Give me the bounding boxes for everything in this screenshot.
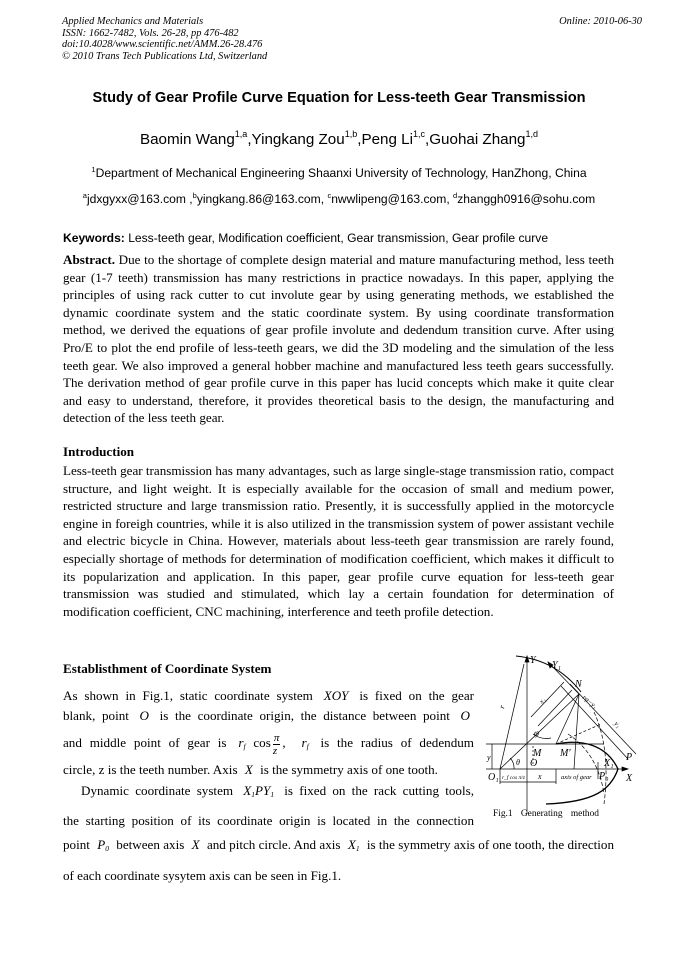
figure-caption: Fig.1 Generating method (493, 809, 599, 819)
math-x: X (347, 837, 356, 852)
text: Dynamic coordinate system (81, 783, 234, 798)
abstract-label: Abstract. (63, 252, 115, 267)
label-x-axis: X (626, 773, 633, 784)
text: and pitch circle. And axis (206, 837, 341, 852)
math-x1 (344, 837, 364, 852)
doi-line: doi:10.4028/www.scientific.net/AMM.26-28.476 (62, 39, 263, 50)
introduction-text: Less-teeth gear transmission has many advantages, such as large single-stage transmission ratio, compact structure, and light weight. It is especially available for the occasion of small and medium power, restricted structure and large transmission ratio. Presently, it is successfully applied in the motorcycle engine in foreigh countries, while it is also utilized in the transmission system of power assistant vechile and electric bicycle in China. However, materials about less-teeth gear transmission are rarely found, especially shortage of methods for determination of modification coefficient, which makes it difficult to its popularization and application. In this paper, gear profile curve equation for less-teeth gear transmission was studied and stimulated, which lay a certain foundation for determination of modification coefficient, CNC machining, interference and teeth profile detection. (63, 463, 614, 619)
text: and middle point of gear is (63, 735, 227, 750)
author-list: Baomin Wang$^{1,a}$,Yingkang Zou$^{1,b}$,Peng Li$^{1,c}$,Guohai Zhang$^{1,d}$ (139, 129, 539, 148)
math-sub: 0 (105, 844, 109, 853)
label-y1-dim: y₁ (612, 719, 623, 730)
math-p: P (97, 837, 106, 852)
text: is the symmetry axis of one tooth. (260, 762, 438, 777)
affiliation-sup: 1 (91, 165, 96, 174)
math-sub: f (306, 742, 309, 751)
email-sup: d (453, 191, 458, 200)
text: is the symmetry axis of one tooth, the direction of each coordinate sysytem axis can be seen in Fig.1. (63, 837, 615, 883)
label-y-dim: y (487, 753, 491, 762)
author-name: Baomin Wang (139, 131, 235, 148)
email-link[interactable]: nwwlipeng@163.com, (331, 192, 454, 206)
fraction-den: z (272, 744, 278, 757)
comma: , (282, 735, 286, 750)
math-x: X (244, 762, 253, 777)
coordinate-paragraph-3 (63, 831, 614, 889)
text: blank, point (63, 708, 129, 723)
fraction-num: π (273, 731, 280, 744)
label-r: r (497, 704, 507, 710)
text: is fixed on the gear (359, 688, 474, 703)
math-x1py1 (239, 783, 278, 798)
math-r: r (301, 735, 307, 750)
abstract (63, 251, 614, 427)
author-sup: 1,a (234, 129, 248, 139)
affiliation (0, 166, 678, 180)
copyright-line: © 2010 Trans Tech Publications Ltd, Switzerland (62, 50, 268, 62)
affiliation-text: Department of Mechanical Engineering Shaanxi University of Technology, HanZhong, China (95, 166, 587, 180)
text: is fixed on the rack cutting tools, (284, 783, 474, 798)
text: between axis (116, 837, 185, 852)
math-sub: 1 (251, 790, 256, 799)
math-cos: cos (253, 735, 271, 750)
math-py: PY (255, 783, 271, 798)
label-m-prime: M' (560, 748, 571, 759)
author-sup: 1,b (344, 129, 358, 139)
label-m: M (533, 748, 542, 759)
figure-generating-method (486, 654, 636, 814)
author-name: Peng Li (361, 131, 413, 148)
abstract-text: Due to the shortage of complete design material and mature manufacturing method, less teeth gear (1-7 teeth) transmission has many restrictions in practice nowadays. In this paper, applying the principles of using rack cutter to cut involute gear by using generating methods, we established the dynamic coordinate system and the static coordinate system. By using coordinate transformation method, we derived the equations of gear profile involute and dedendum transition curve. After using Pro/E to plot the end profile of less-teeth gears, we did the 3D modeling and the simulation of the less teeth gear. We also improved a general hobber machine and manufactured less teeth gears successfully. The derivation method of gear profile curve in this paper has lucid concepts which make it quite clear and easy to understand, therefore, it provides theoretical basis to the design, the manufacturing and detection of the less teeth gear. (63, 252, 614, 426)
coordinate-paragraph-1 (63, 686, 474, 780)
label-rphi: rφ−y₁ (580, 693, 599, 711)
math-rf (234, 731, 289, 757)
author-sup: 1,c (412, 129, 425, 139)
fraction-pi-over-z (273, 732, 281, 757)
math-xoy: XOY (323, 688, 349, 703)
keywords-text: Less-teeth gear, Modification coefficient, Gear transmission, Gear profile curve (124, 231, 549, 245)
author-name: Guohai Zhang (429, 131, 526, 148)
label-o: O (530, 758, 538, 769)
issn-line: ISSN: 1662-7482, Vols. 26-28, pp 476-482 (62, 27, 239, 39)
paper-title: Study of Gear Profile Curve Equation for Less-teeth Gear Transmission (92, 90, 586, 106)
label-o1: O₁ (488, 772, 499, 783)
math-rf (297, 735, 312, 750)
email-link[interactable]: yingkang.86@163.com, (196, 192, 328, 206)
label-x1: X₁ (604, 758, 614, 769)
author-name: Yingkang Zou (251, 131, 345, 148)
text: point (63, 837, 90, 852)
math-sub: 1 (270, 790, 275, 799)
journal-name: Applied Mechanics and Materials (62, 16, 204, 27)
email-sup: b (192, 191, 197, 200)
email-sup: c (327, 191, 332, 200)
math-sub: 1 (355, 844, 360, 853)
label-n: N (575, 679, 582, 690)
label-y1: Y₁ (552, 660, 562, 671)
author-sup: 1,d (525, 129, 539, 139)
email-list (0, 192, 678, 206)
coordinate-paragraph-2 (63, 778, 474, 834)
label-x: x (538, 772, 542, 781)
math-x: X (243, 783, 252, 798)
label-axis-of-gear: axis of gear (561, 774, 592, 781)
math-p0 (93, 837, 113, 852)
text: is the coordinate origin, the distance between point (159, 708, 450, 723)
keywords (63, 231, 548, 245)
label-phi: φ (534, 728, 539, 738)
coordinate-section-heading: Establisthment of Coordinate System (63, 661, 272, 676)
email-link[interactable]: jdxgyxx@163.com , (86, 192, 193, 206)
label-rfcos: r_f cos π/z (502, 775, 525, 781)
math-sub: f (243, 742, 246, 751)
math-r: r (238, 735, 244, 750)
label-y: Y (530, 655, 536, 666)
email-sup: a (82, 191, 87, 200)
text: As shown in Fig.1, static coordinate system (63, 688, 313, 703)
keywords-label: Keywords: (63, 231, 125, 245)
label-x1-dim: x₁ (537, 695, 548, 706)
text: circle, z is the teeth number. Axis (63, 762, 238, 777)
label-p0: P₀ (599, 771, 609, 782)
text: is the radius of dedendum (320, 735, 474, 750)
math-o: O (139, 708, 149, 723)
label-theta: θ (516, 758, 520, 767)
label-p: P (626, 752, 633, 763)
online-date: Online: 2010-06-30 (559, 16, 642, 27)
email-link[interactable]: zhanggh0916@sohu.com (457, 192, 596, 206)
journal-header (62, 16, 267, 62)
introduction-heading: Introduction (63, 444, 135, 459)
math-o: O (460, 708, 471, 723)
text: the starting position of its coordinate origin is located in the connection (63, 813, 474, 828)
math-x: X (191, 837, 200, 852)
